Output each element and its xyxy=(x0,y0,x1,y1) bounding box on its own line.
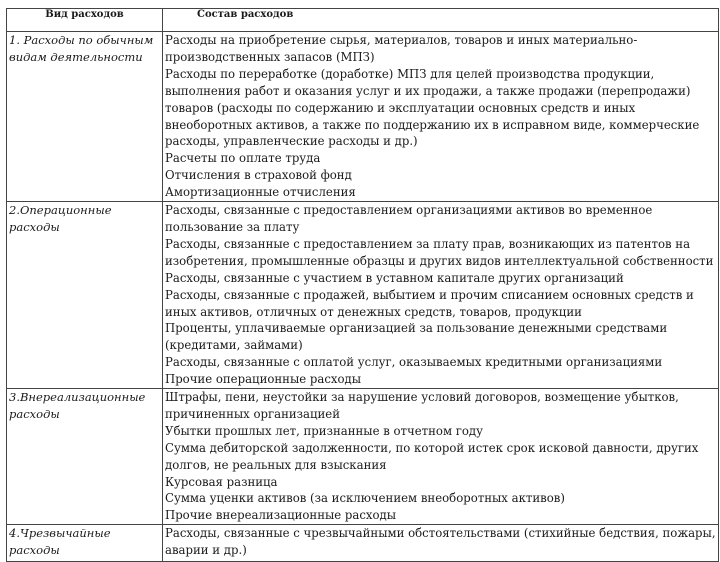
list-item: Расходы, связанные с предоставлением организациями активов во временное пользование за плату xyxy=(165,203,653,234)
header-expense-type: Вид расходов xyxy=(7,9,163,32)
list-item: Проценты, уплачиваемые организацией за пользование денежными средствами (кредитами, займами) xyxy=(165,321,668,353)
items-cell xyxy=(163,525,719,562)
items-cell xyxy=(163,389,719,525)
table-row xyxy=(7,389,719,525)
list-item: Курсовая разница xyxy=(165,474,278,489)
category-non-operating-expenses: 3.Внереализационные расходы xyxy=(7,389,163,525)
list-item: Расходы, связанные с участием в уставном капитале других организаций xyxy=(165,270,624,285)
list-item: Расходы, связанные с чрезвычайными обстоятельствами (стихийные бедствия, пожары, аварии и др.) xyxy=(165,526,716,558)
category-ordinary-expenses: 1. Расходы по обычным видам деятельности xyxy=(7,32,163,202)
list-item: Сумма уценки активов (за исключением внеоборотных активов) xyxy=(165,491,565,506)
table-row xyxy=(7,32,719,202)
list-item: Убытки прошлых лет, признанные в отчетном году xyxy=(165,423,483,438)
list-item: Расходы, связанные с продажей, выбытием и прочим списанием основных средств и иных активов, отличных от денежных средств, товаров, продукции xyxy=(165,287,694,319)
list-item: Расходы, связанные с предоставлением за плату прав, возникающих из патентов на изобретения, промышленные образцы и других видов интеллектуальной собственности xyxy=(165,236,714,268)
list-item: Расходы на приобретение сырья, материалов, товаров и иных материально-производственных запасов (МПЗ) xyxy=(165,33,638,64)
list-item: Прочие внереализационные расходы xyxy=(165,508,397,523)
table-row xyxy=(7,202,719,389)
header-expense-composition: Состав расходов xyxy=(163,9,719,32)
list-item: Амортизационные отчисления xyxy=(165,185,356,200)
list-item: Штрафы, пени, неустойки за нарушение условий договоров, возмещение убытков, причиненных организацией xyxy=(165,390,679,421)
category-extraordinary-expenses: 4.Чрезвычайные расходы xyxy=(7,525,163,562)
category-operating-expenses: 2.Операционные расходы xyxy=(7,202,163,389)
list-item: Расходы по переработке (доработке) МПЗ для целей производства продукции, выполнения работ и оказания услуг и их продажи, а также продажи (перепродажи) товаров (расходы по содержанию и эксплуатации основных средств и иных внеоборотных активов, а также по поддержанию их в исправном виде, коммерческие расходы, управленческие расходы и др.) xyxy=(165,66,700,149)
items-cell xyxy=(163,202,719,389)
expenses-table xyxy=(6,8,719,562)
list-item: Отчисления в страховой фонд xyxy=(165,168,352,183)
list-item: Прочие операционные расходы xyxy=(165,372,362,387)
list-item: Расходы, связанные с оплатой услуг, оказываемых кредитными организациями xyxy=(165,355,663,370)
list-item: Сумма дебиторской задолженности, по которой истек срок исковой давности, других долгов, не реальных для взыскания xyxy=(165,440,699,472)
table-row xyxy=(7,525,719,562)
table-header-row xyxy=(7,9,719,32)
items-cell xyxy=(163,32,719,202)
list-item: Расчеты по оплате труда xyxy=(165,151,321,166)
